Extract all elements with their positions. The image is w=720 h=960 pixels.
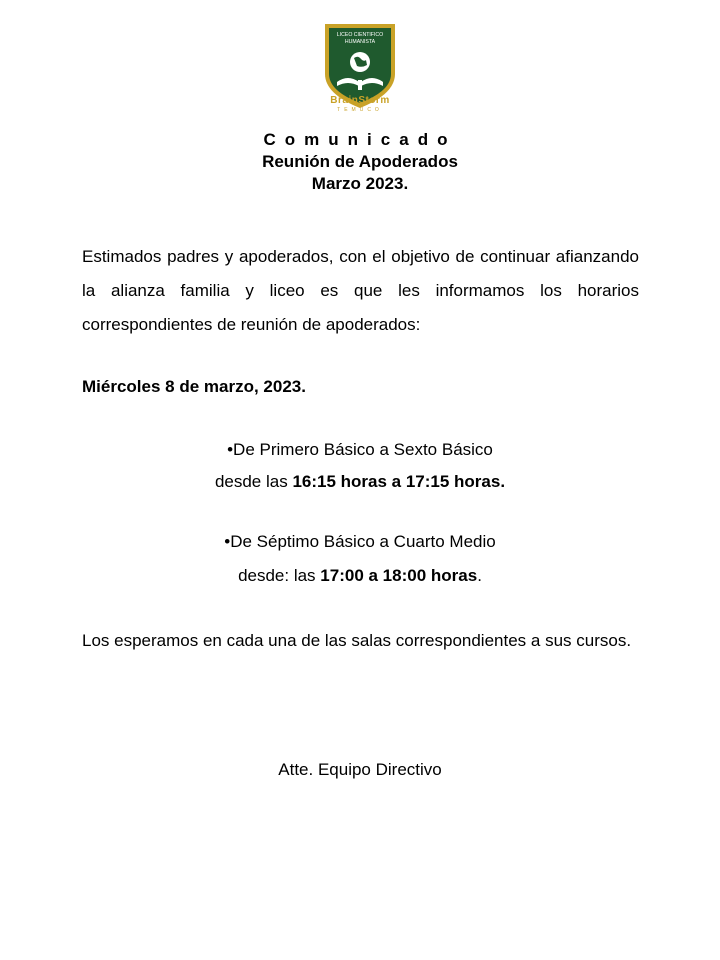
meeting-date: Miércoles 8 de marzo, 2023. [82, 377, 306, 396]
document-date: Marzo 2023. [311, 174, 409, 193]
schedule-time-1 [0, 472, 720, 492]
document-subtitle: Reunión de Apoderados [262, 152, 458, 171]
schedule-hours-2: 17:00 a 18:00 horas [320, 566, 478, 585]
schedule-hours-1: 16:15 horas a 17:15 horas. [292, 472, 506, 491]
schedule-group-1: •De Primero Básico a Sexto Básico [227, 440, 493, 459]
document-title: Comunicado [263, 130, 457, 149]
schedule-prefix-2: desde: las [238, 566, 321, 585]
logo-brand: BrainStorm [330, 95, 390, 106]
intro-paragraph: Estimados padres y apoderados, con el objetivo de continuar afianzando la alianza familia y liceo es que les informamos los horarios correspondientes de reunión de apoderados: [82, 247, 639, 334]
logo-city: TEMUCO [337, 107, 383, 113]
schedule-prefix-1: desde las [214, 472, 293, 491]
closing-paragraph: Los esperamos en cada una de las salas correspondientes a sus cursos. [82, 631, 632, 650]
logo-text-line1: LICEO CIENTIFICO [336, 32, 384, 38]
signature: Atte. Equipo Directivo [278, 760, 442, 779]
schedule-suffix-2: . [477, 566, 482, 585]
logo-text-line2: HUMANISTA [344, 39, 376, 45]
schedule-group-2: •De Séptimo Básico a Cuarto Medio [224, 532, 496, 551]
schedule-time-2 [0, 566, 720, 586]
